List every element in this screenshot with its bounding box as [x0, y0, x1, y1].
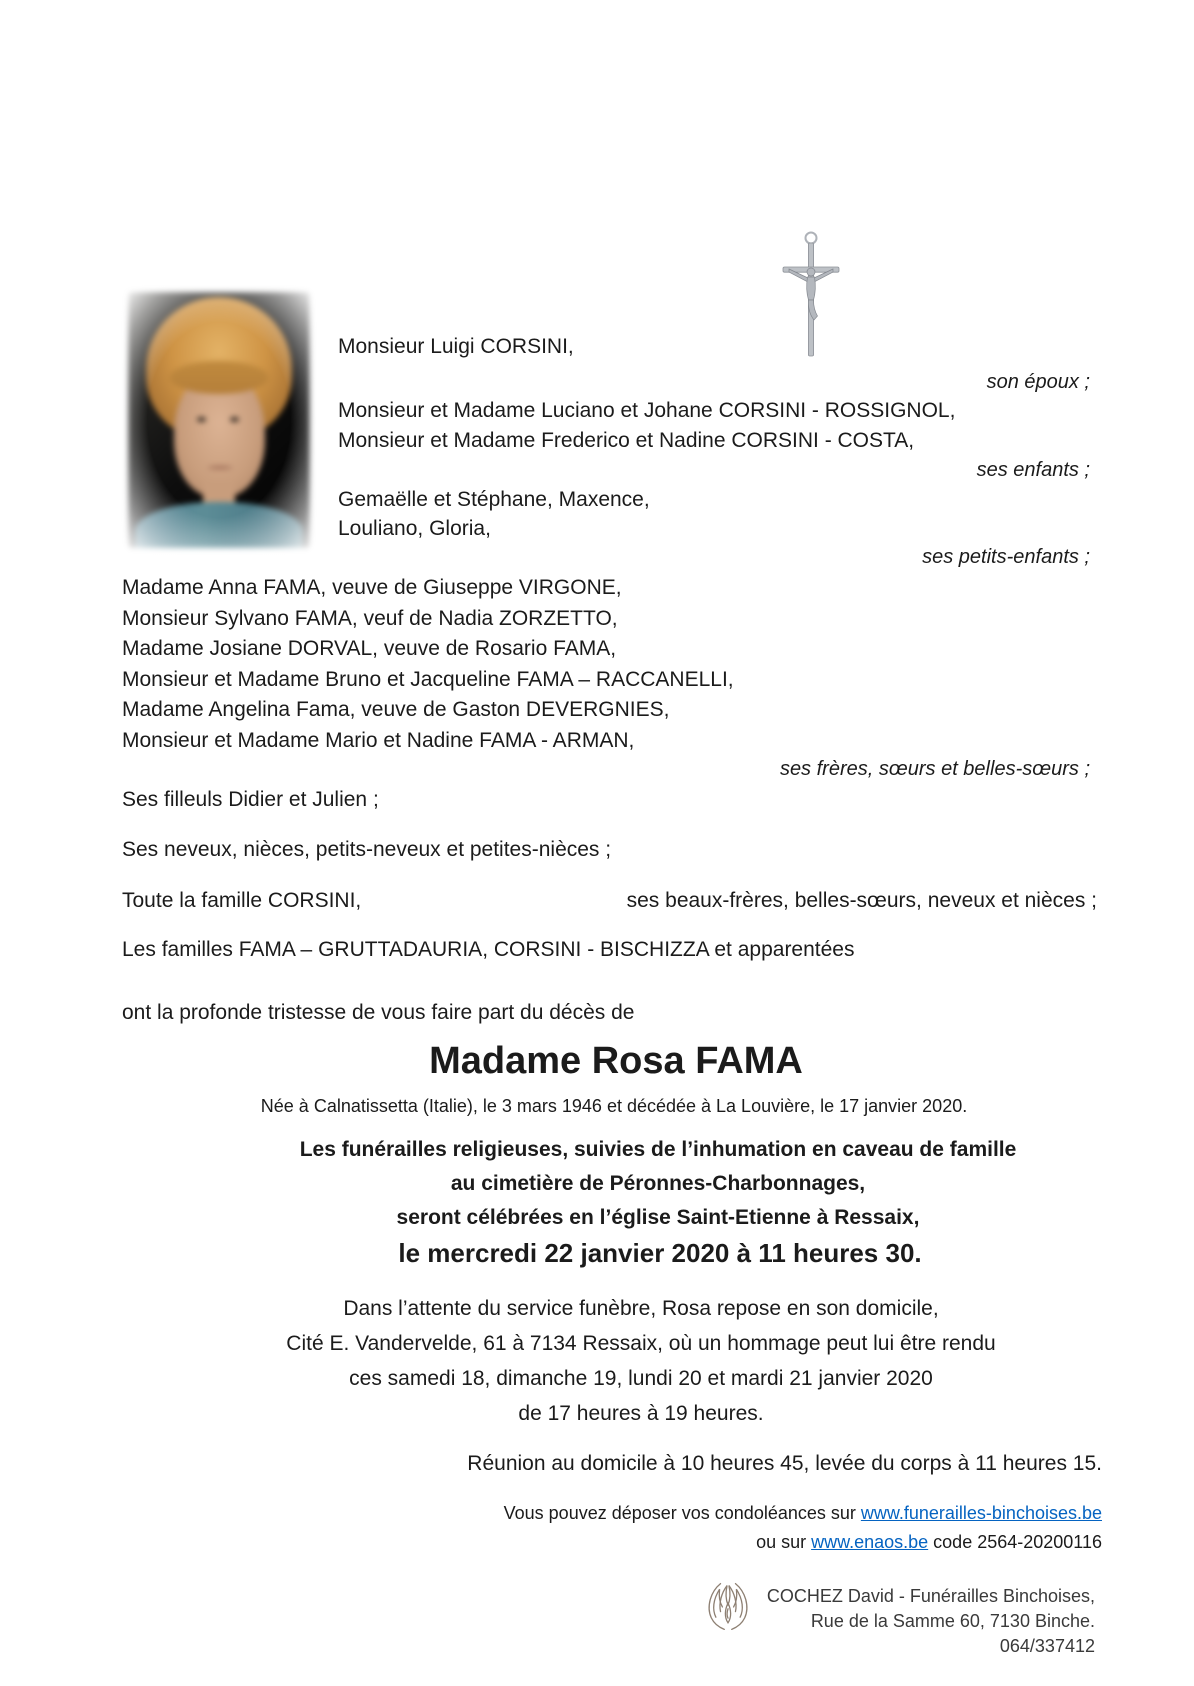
child-line-2: Monsieur et Madame Frederico et Nadine CORSINI - COSTA, [338, 429, 915, 452]
funeral-home-address: Rue de la Samme 60, 7130 Binche. [810, 1611, 1095, 1631]
funeral-home-phone: 064/337412 [999, 1636, 1095, 1656]
grandchild-line-1: Gemaëlle et Stéphane, Maxence, [338, 488, 650, 511]
condolences-link-enaos[interactable]: www.enaos.be [811, 1532, 929, 1552]
condolences-text-2: ou sur [756, 1532, 812, 1552]
ceremony-line-1: Les funérailles religieuses, suivies de l’inhumation en caveau de famille [299, 1138, 1017, 1161]
visitation-line-2: Cité E. Vandervelde, 61 à 7134 Ressaix, où un hommage peut lui être rendu [286, 1332, 996, 1355]
ceremony-date-line: le mercredi 22 janvier 2020 à 11 heures 30. [398, 1238, 922, 1268]
visitation-line-1: Dans l’attente du service funèbre, Rosa repose en son domicile, [343, 1297, 939, 1320]
condolences-line-1 [504, 1503, 1102, 1524]
inlaws-role-label: ses beaux-frères, belles-sœurs, neveux et nièces ; [626, 889, 1097, 912]
nephews-line: Ses neveux, nièces, petits-neveux et petites-nièces ; [122, 838, 612, 861]
spouse-line: Monsieur Luigi CORSINI, [338, 335, 574, 358]
announcement-intro: ont la profonde tristesse de vous faire part du décès de [122, 1001, 635, 1024]
corsini-family-line: Toute la famille CORSINI, [122, 889, 362, 912]
sibling-line-3: Madame Josiane DORVAL, veuve de Rosario FAMA, [122, 637, 617, 660]
condolences-line-2 [756, 1532, 1102, 1553]
children-role-label: ses enfants ; [976, 459, 1090, 481]
ceremony-line-2: au cimetière de Péronnes-Charbonnages, [450, 1172, 866, 1195]
godchildren-line: Ses filleuls Didier et Julien ; [122, 788, 379, 811]
funeral-home-wings-logo [700, 1578, 756, 1634]
sibling-line-1: Madame Anna FAMA, veuve de Giuseppe VIRGONE, [122, 576, 622, 599]
condolences-text-1: Vous pouvez déposer vos condoléances sur [503, 1503, 861, 1523]
meeting-line: Réunion au domicile à 10 heures 45, levée du corps à 11 heures 15. [467, 1452, 1102, 1475]
grandchildren-role-label: ses petits-enfants ; [922, 546, 1090, 568]
ceremony-line-3: seront célébrées en l’église Saint-Etienne à Ressaix, [396, 1206, 920, 1229]
spouse-role-label: son époux ; [986, 371, 1090, 393]
sibling-line-2: Monsieur Sylvano FAMA, veuf de Nadia ZORZETTO, [122, 607, 618, 630]
sibling-line-5: Madame Angelina Fama, veuve de Gaston DEVERGNIES, [122, 698, 670, 721]
portrait-photo [120, 284, 318, 556]
siblings-role-label: ses frères, sœurs et belles-sœurs ; [779, 758, 1090, 780]
birth-death-line: Née à Calnatissetta (Italie), le 3 mars 1946 et décédée à La Louvière, le 17 janvier 2020. [260, 1096, 968, 1116]
deceased-name-title: Madame Rosa FAMA [429, 1040, 803, 1082]
grandchild-line-2: Louliano, Gloria, [338, 517, 491, 540]
sibling-line-4: Monsieur et Madame Bruno et Jacqueline FAMA – RACCANELLI, [122, 668, 734, 691]
funeral-home-name: COCHEZ David - Funérailles Binchoises, [766, 1586, 1095, 1606]
condolences-code: code 2564-20200116 [928, 1532, 1102, 1552]
sibling-line-6: Monsieur et Madame Mario et Nadine FAMA - ARMAN, [122, 729, 635, 752]
condolences-link-funerailles-binchoises[interactable]: www.funerailles-binchoises.be [860, 1503, 1102, 1523]
visitation-line-4: de 17 heures à 19 heures. [518, 1402, 764, 1425]
crucifix-icon [780, 230, 842, 362]
child-line-1: Monsieur et Madame Luciano et Johane CORSINI - ROSSIGNOL, [338, 399, 956, 422]
related-families-line: Les familles FAMA – GRUTTADAURIA, CORSINI - BISCHIZZA et apparentées [122, 938, 855, 961]
visitation-line-3: ces samedi 18, dimanche 19, lundi 20 et mardi 21 janvier 2020 [349, 1367, 933, 1390]
